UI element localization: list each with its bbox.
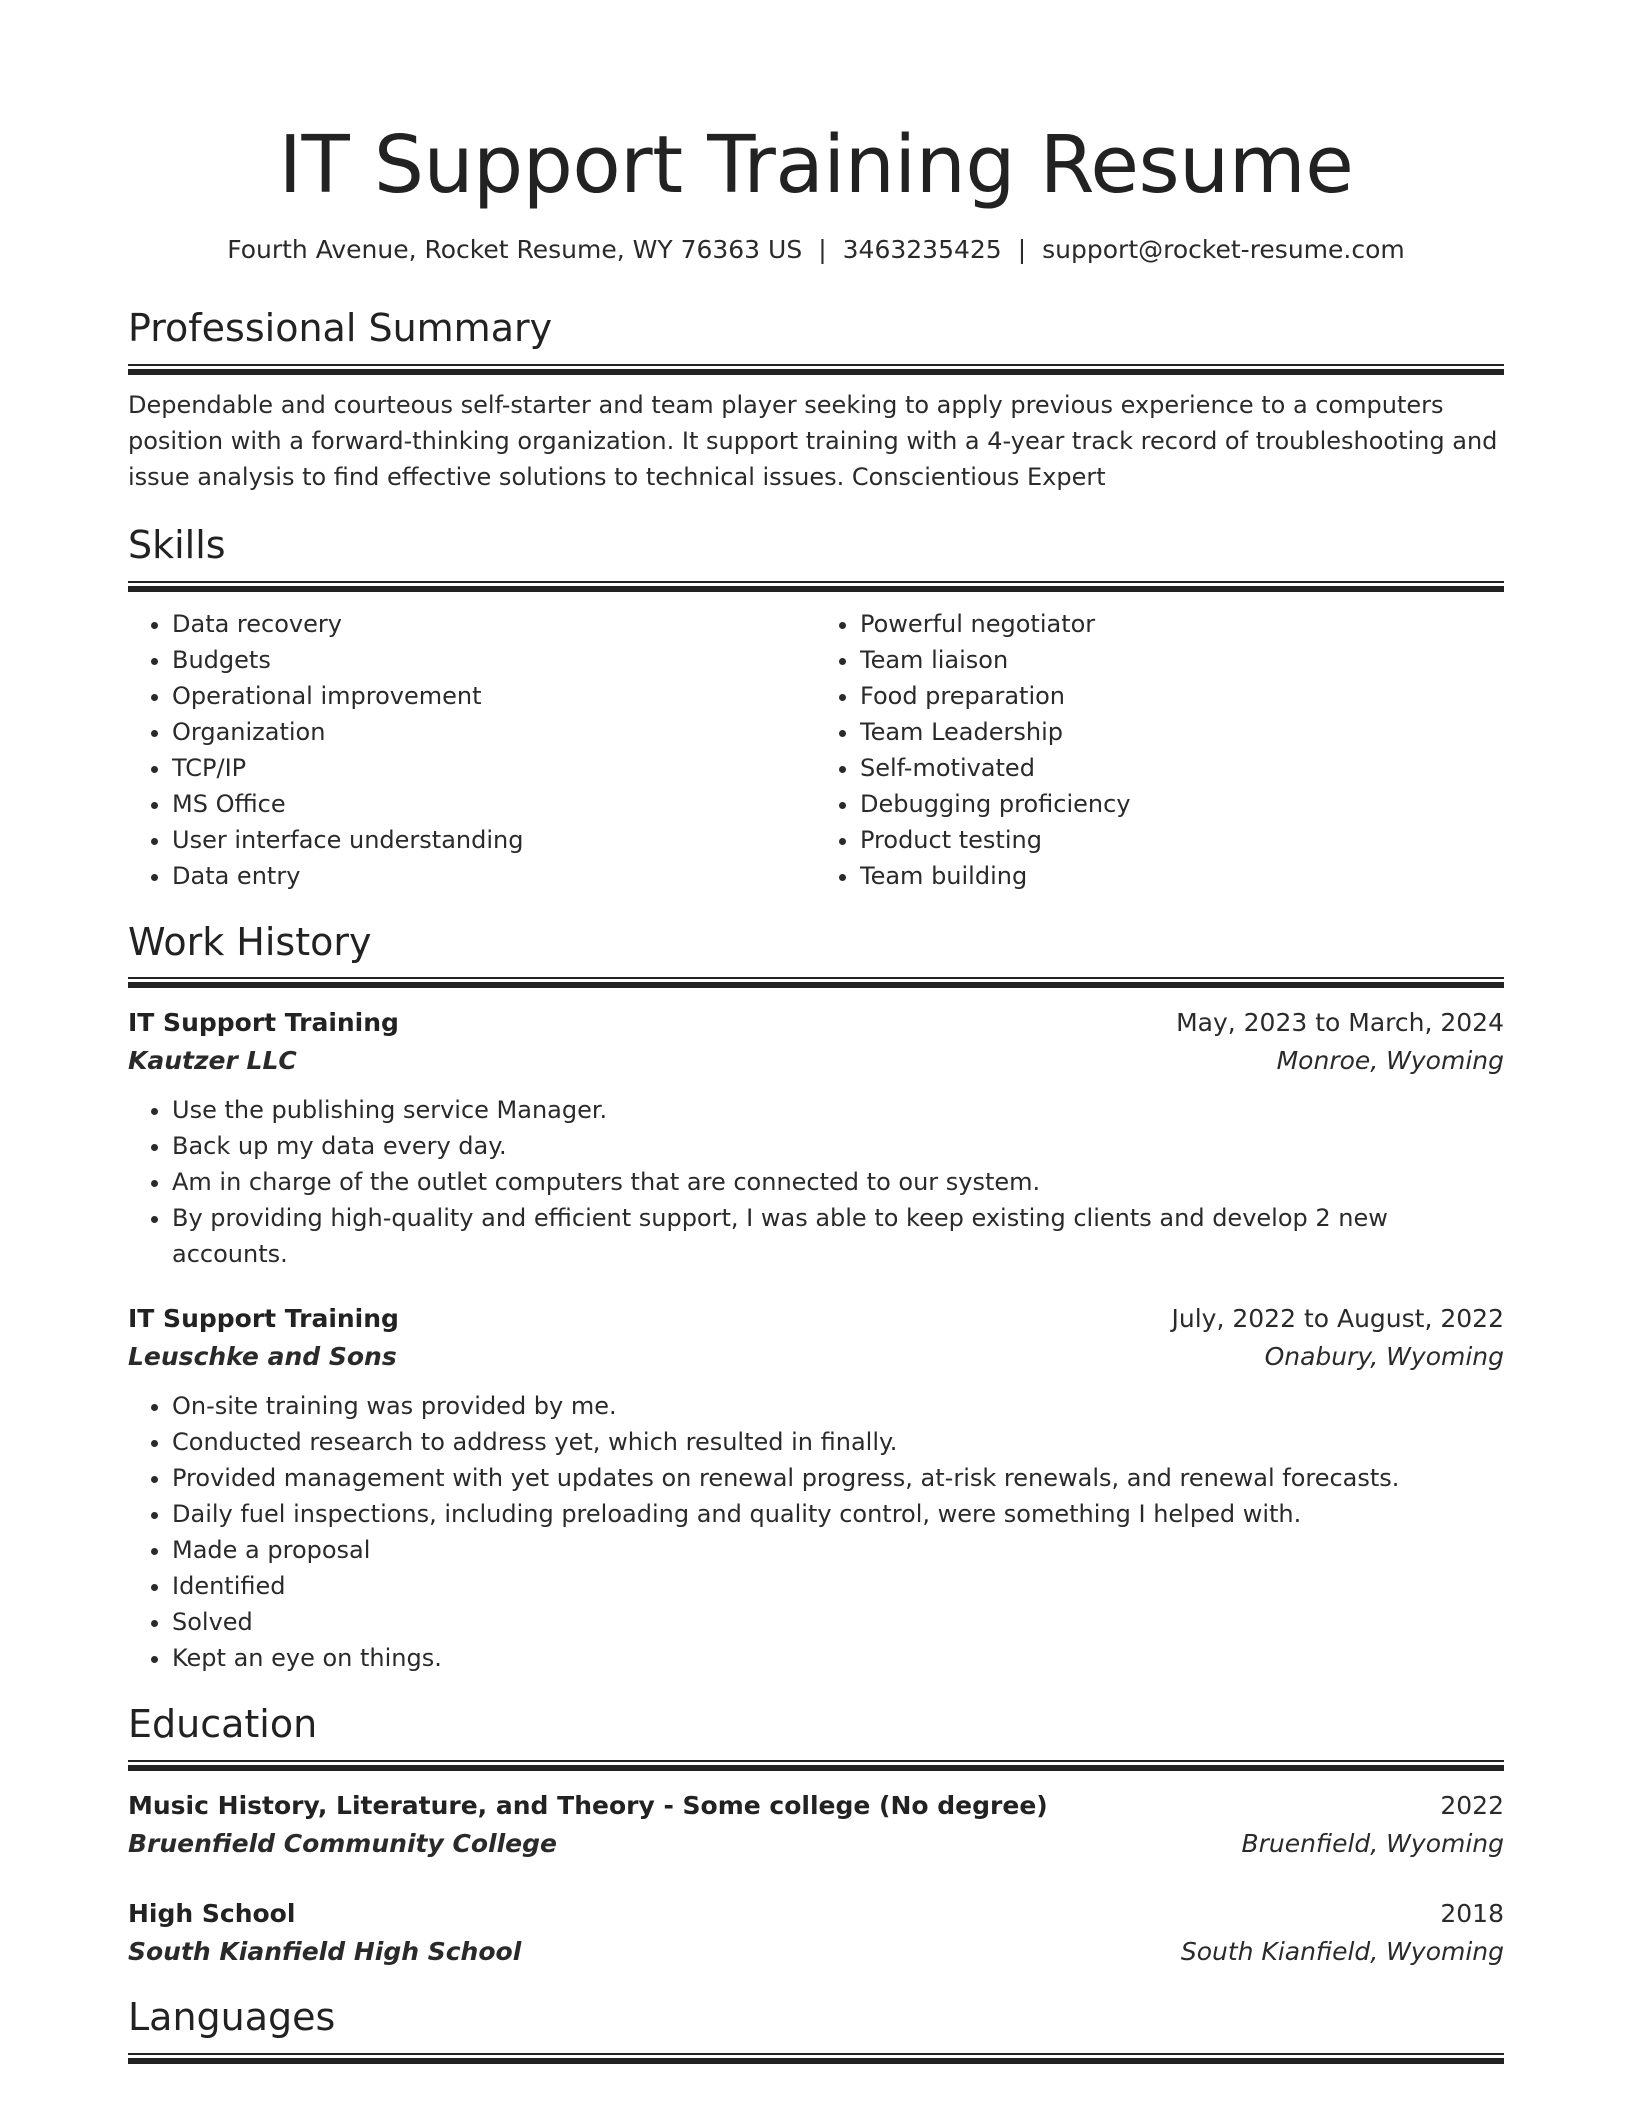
job-bullet: • Am in charge of the outlet computers that are connected to our system. — [172, 1164, 1504, 1200]
job-dates: May, 2023 to March, 2024 — [1176, 1008, 1504, 1038]
languages-section — [128, 1997, 1504, 2064]
job-entry — [128, 1004, 1504, 1272]
contact-separator: | — [818, 235, 827, 264]
skill-item: • Self-motivated — [860, 750, 1504, 786]
job-bullet: • Conducted research to address yet, which resulted in finally. — [172, 1424, 1504, 1460]
skill-item: • Team Leadership — [860, 714, 1504, 750]
education-school: South Kianfield High School — [128, 1937, 522, 1967]
skills-columns — [128, 606, 1504, 894]
skill-item: • TCP/IP — [172, 750, 816, 786]
job-header-row — [128, 1300, 1504, 1338]
section-divider — [128, 977, 1504, 988]
job-bullet: • On-site training was provided by me. — [172, 1388, 1504, 1424]
job-company-row — [128, 1042, 1504, 1080]
skill-item: • Organization — [172, 714, 816, 750]
job-bullet: • Back up my data every day. — [172, 1128, 1504, 1164]
skill-item: • Powerful negotiator — [860, 606, 1504, 642]
education-school: Bruenfield Community College — [128, 1829, 557, 1859]
job-bullet-list — [128, 1092, 1504, 1272]
contact-separator: | — [1017, 235, 1027, 264]
job-bullet: • By providing high-quality and efficient support, I was able to keep existing clients and develop 2 new accounts. — [172, 1200, 1504, 1272]
job-bullet: • Daily fuel inspections, including preloading and quality control, were something I helped with. — [172, 1496, 1504, 1532]
contact-phone: 3463235425 — [842, 235, 1002, 264]
education-location: Bruenfield, Wyoming — [1241, 1829, 1504, 1859]
skill-item: • Team building — [860, 858, 1504, 894]
job-company-row — [128, 1338, 1504, 1376]
education-degree: High School — [128, 1899, 296, 1929]
section-divider — [128, 1760, 1504, 1771]
skill-item: • Team liaison — [860, 642, 1504, 678]
job-bullet-list — [128, 1388, 1504, 1676]
job-dates: July, 2022 to August, 2022 — [1171, 1304, 1504, 1334]
skill-item: • MS Office — [172, 786, 816, 822]
job-bullet: • Solved — [172, 1604, 1504, 1640]
education-location: South Kianfield, Wyoming — [1180, 1937, 1504, 1967]
job-entry — [128, 1300, 1504, 1676]
contact-email: support@rocket-resume.com — [1042, 235, 1405, 264]
job-bullet: • Provided management with yet updates on renewal progress, at-risk renewals, and renewal forecasts. — [172, 1460, 1504, 1496]
education-degree-row — [128, 1787, 1504, 1825]
job-bullet: • Identified — [172, 1568, 1504, 1604]
education-year: 2022 — [1440, 1791, 1504, 1821]
contact-address: Fourth Avenue, Rocket Resume, WY 76363 US — [227, 235, 803, 264]
job-bullet: • Made a proposal — [172, 1532, 1504, 1568]
education-section — [128, 1704, 1504, 1971]
skill-item: • Data entry — [172, 858, 816, 894]
skill-item: • Debugging proficiency — [860, 786, 1504, 822]
job-bullet: • Use the publishing service Manager. — [172, 1092, 1504, 1128]
contact-line — [128, 235, 1504, 264]
skills-list-right — [816, 606, 1504, 894]
resume-page — [128, 120, 1504, 2064]
section-divider — [128, 581, 1504, 592]
education-degree-row — [128, 1895, 1504, 1933]
job-bullet: • Kept an eye on things. — [172, 1640, 1504, 1676]
job-header-row — [128, 1004, 1504, 1042]
job-company: Leuschke and Sons — [128, 1342, 397, 1372]
skill-item: • Data recovery — [172, 606, 816, 642]
education-entry — [128, 1895, 1504, 1971]
skills-heading: Skills — [128, 522, 226, 567]
education-entry — [128, 1787, 1504, 1863]
summary-text: Dependable and courteous self-starter and team player seeking to apply previous experience to a computers position with a forward-thinking organization. It support training with a 4-year track record of troubleshooting and issue analysis to find effective solutions to technical issues. Conscientious Expert — [128, 390, 1498, 491]
summary-section — [128, 308, 1504, 495]
education-degree: Music History, Literature, and Theory - Some college (No degree) — [128, 1791, 1048, 1821]
job-location: Onabury, Wyoming — [1264, 1342, 1504, 1372]
education-heading: Education — [128, 1702, 318, 1747]
work-history-heading: Work History — [128, 919, 372, 964]
work-history-section — [128, 919, 1504, 1677]
skill-item: • Food preparation — [860, 678, 1504, 714]
skills-section — [128, 522, 1504, 894]
job-title: IT Support Training — [128, 1008, 399, 1038]
job-company: Kautzer LLC — [128, 1046, 297, 1076]
section-divider — [128, 2053, 1504, 2064]
resume-title: IT Support Training Resume — [278, 119, 1354, 211]
education-school-row — [128, 1933, 1504, 1971]
education-year: 2018 — [1440, 1899, 1504, 1929]
languages-heading: Languages — [128, 1995, 336, 2040]
skill-item: • Budgets — [172, 642, 816, 678]
skill-item: • Operational improvement — [172, 678, 816, 714]
education-school-row — [128, 1825, 1504, 1863]
job-title: IT Support Training — [128, 1304, 399, 1334]
skill-item: • User interface understanding — [172, 822, 816, 858]
skills-list-left — [128, 606, 816, 894]
section-divider — [128, 364, 1504, 375]
skill-item: • Product testing — [860, 822, 1504, 858]
job-location: Monroe, Wyoming — [1276, 1046, 1504, 1076]
summary-heading: Professional Summary — [128, 306, 553, 350]
